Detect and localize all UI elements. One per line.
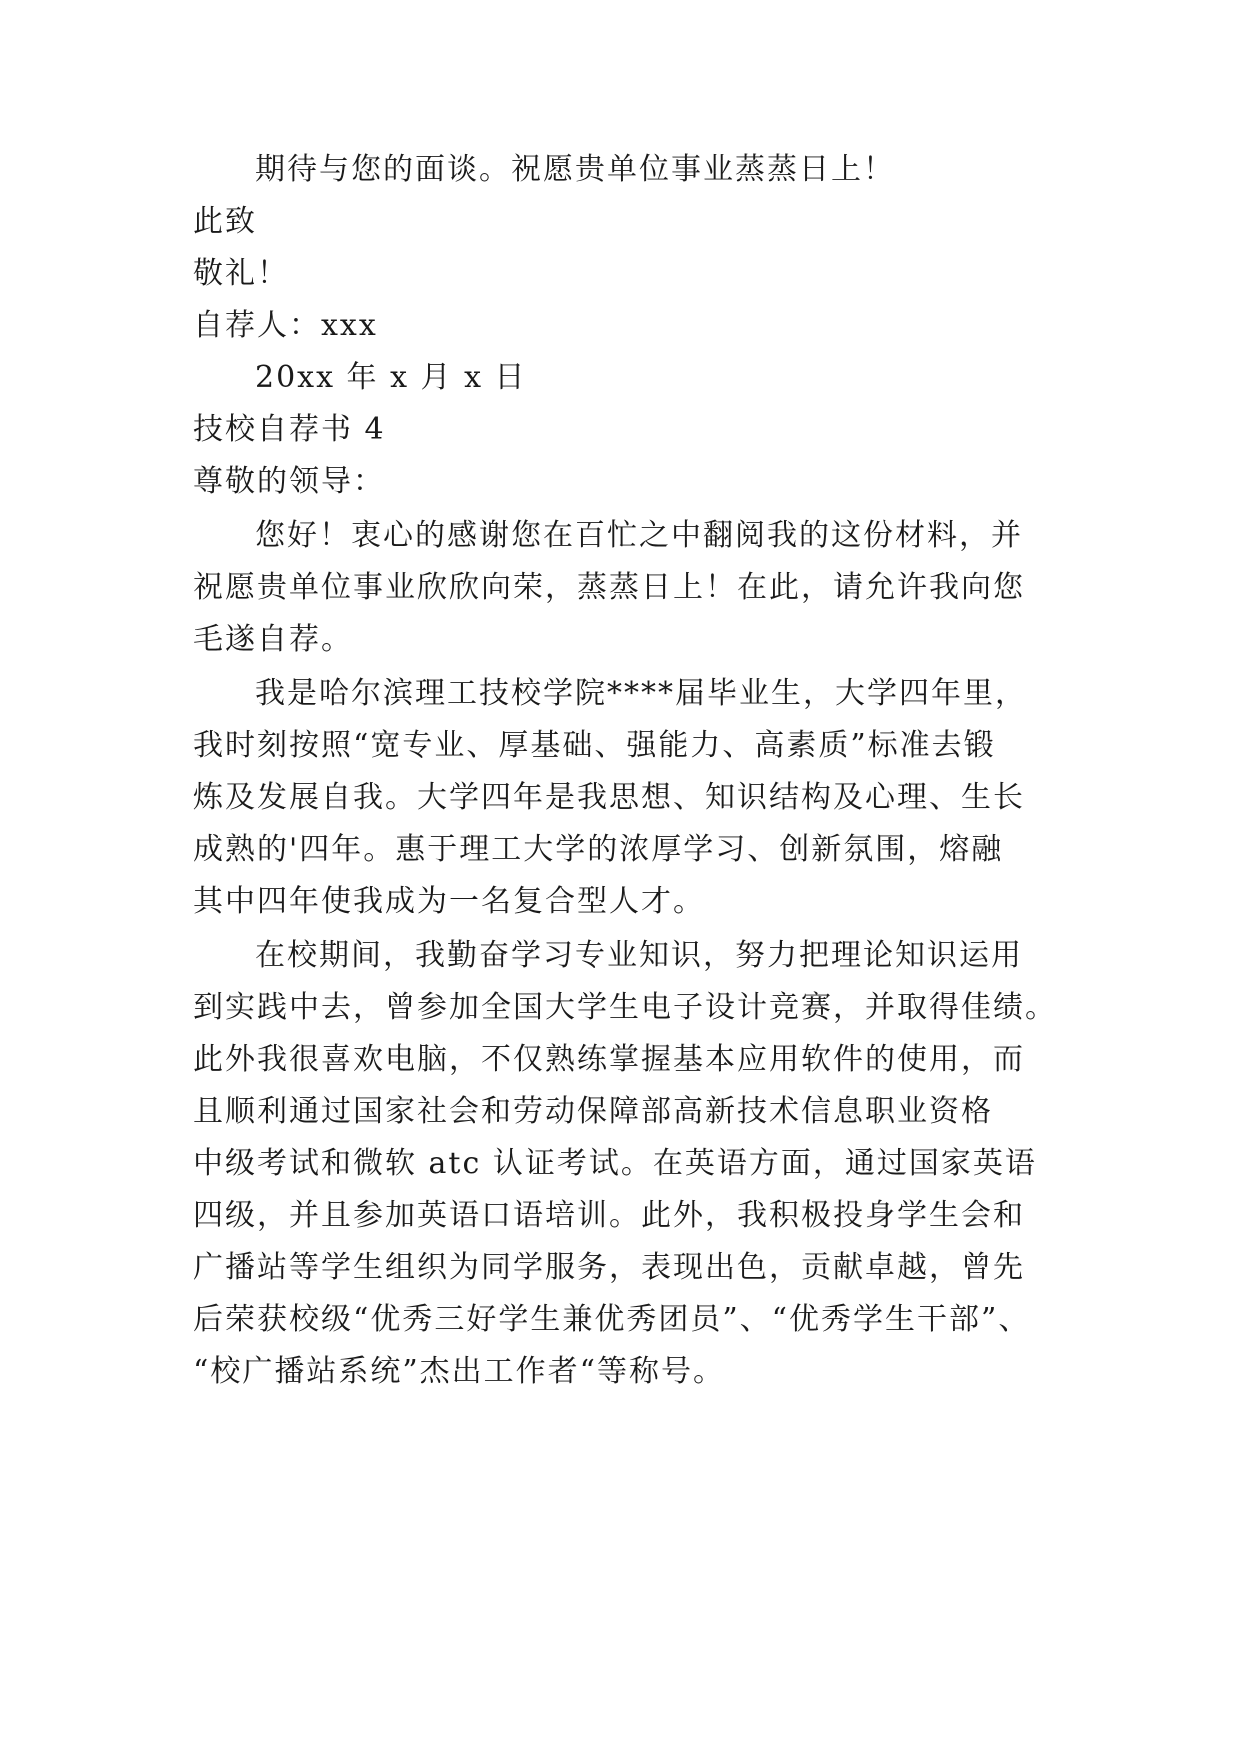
paragraph-line: “校广播站系统”杰出工作者“等称号。: [193, 1354, 726, 1389]
salutation-line-2: 敬礼！: [193, 256, 289, 291]
paragraph-line: 我是哈尔滨理工技校学院****届毕业生，大学四年里，: [255, 676, 1027, 711]
paragraph-line: 我时刻按照“宽专业、厚基础、强能力、高素质”标准去锻: [193, 728, 996, 763]
paragraph-line: 其中四年使我成为一名复合型人才。: [193, 884, 705, 919]
paragraph-line: 祝愿贵单位事业欣欣向荣，蒸蒸日上！在此，请允许我向您: [193, 570, 1025, 605]
paragraph-line: 成熟的'四年。惠于理工大学的浓厚学习、创新氛围，熔融: [193, 832, 1004, 867]
paragraph-line: 您好！衷心的感谢您在百忙之中翻阅我的这份材料，并: [255, 518, 1023, 553]
paragraph-line: 毛遂自荐。: [193, 622, 353, 657]
paragraph-line: 到实践中去，曾参加全国大学生电子设计竞赛，并取得佳绩。: [193, 990, 1057, 1025]
letter-greeting: 尊敬的领导：: [193, 464, 385, 499]
paragraph-line: 广播站等学生组织为同学服务，表现出色，贡献卓越，曾先: [193, 1250, 1025, 1285]
signer: 自荐人：xxx: [193, 308, 378, 343]
paragraph-line: 此外我很喜欢电脑，不仅熟练掌握基本应用软件的使用，而: [193, 1042, 1025, 1077]
letter-heading: 技校自荐书 4: [193, 412, 386, 447]
paragraph-line: 四级，并且参加英语口语培训。此外，我积极投身学生会和: [193, 1198, 1025, 1233]
paragraph-line: 炼及发展自我。大学四年是我思想、知识结构及心理、生长: [193, 780, 1025, 815]
paragraph-line: 中级考试和微软 atc 认证考试。在英语方面，通过国家英语: [193, 1146, 1037, 1181]
paragraph-line: 在校期间，我勤奋学习专业知识，努力把理论知识运用: [255, 938, 1023, 973]
date: 20xx 年 x 月 x 日: [255, 360, 527, 395]
paragraph-line: 后荣获校级“优秀三好学生兼优秀团员”、“优秀学生干部”、: [193, 1302, 1031, 1337]
closing-wish: 期待与您的面谈。祝愿贵单位事业蒸蒸日上！: [255, 152, 895, 187]
paragraph-line: 且顺利通过国家社会和劳动保障部高新技术信息职业资格: [193, 1094, 993, 1129]
salutation-line-1: 此致: [193, 204, 257, 239]
